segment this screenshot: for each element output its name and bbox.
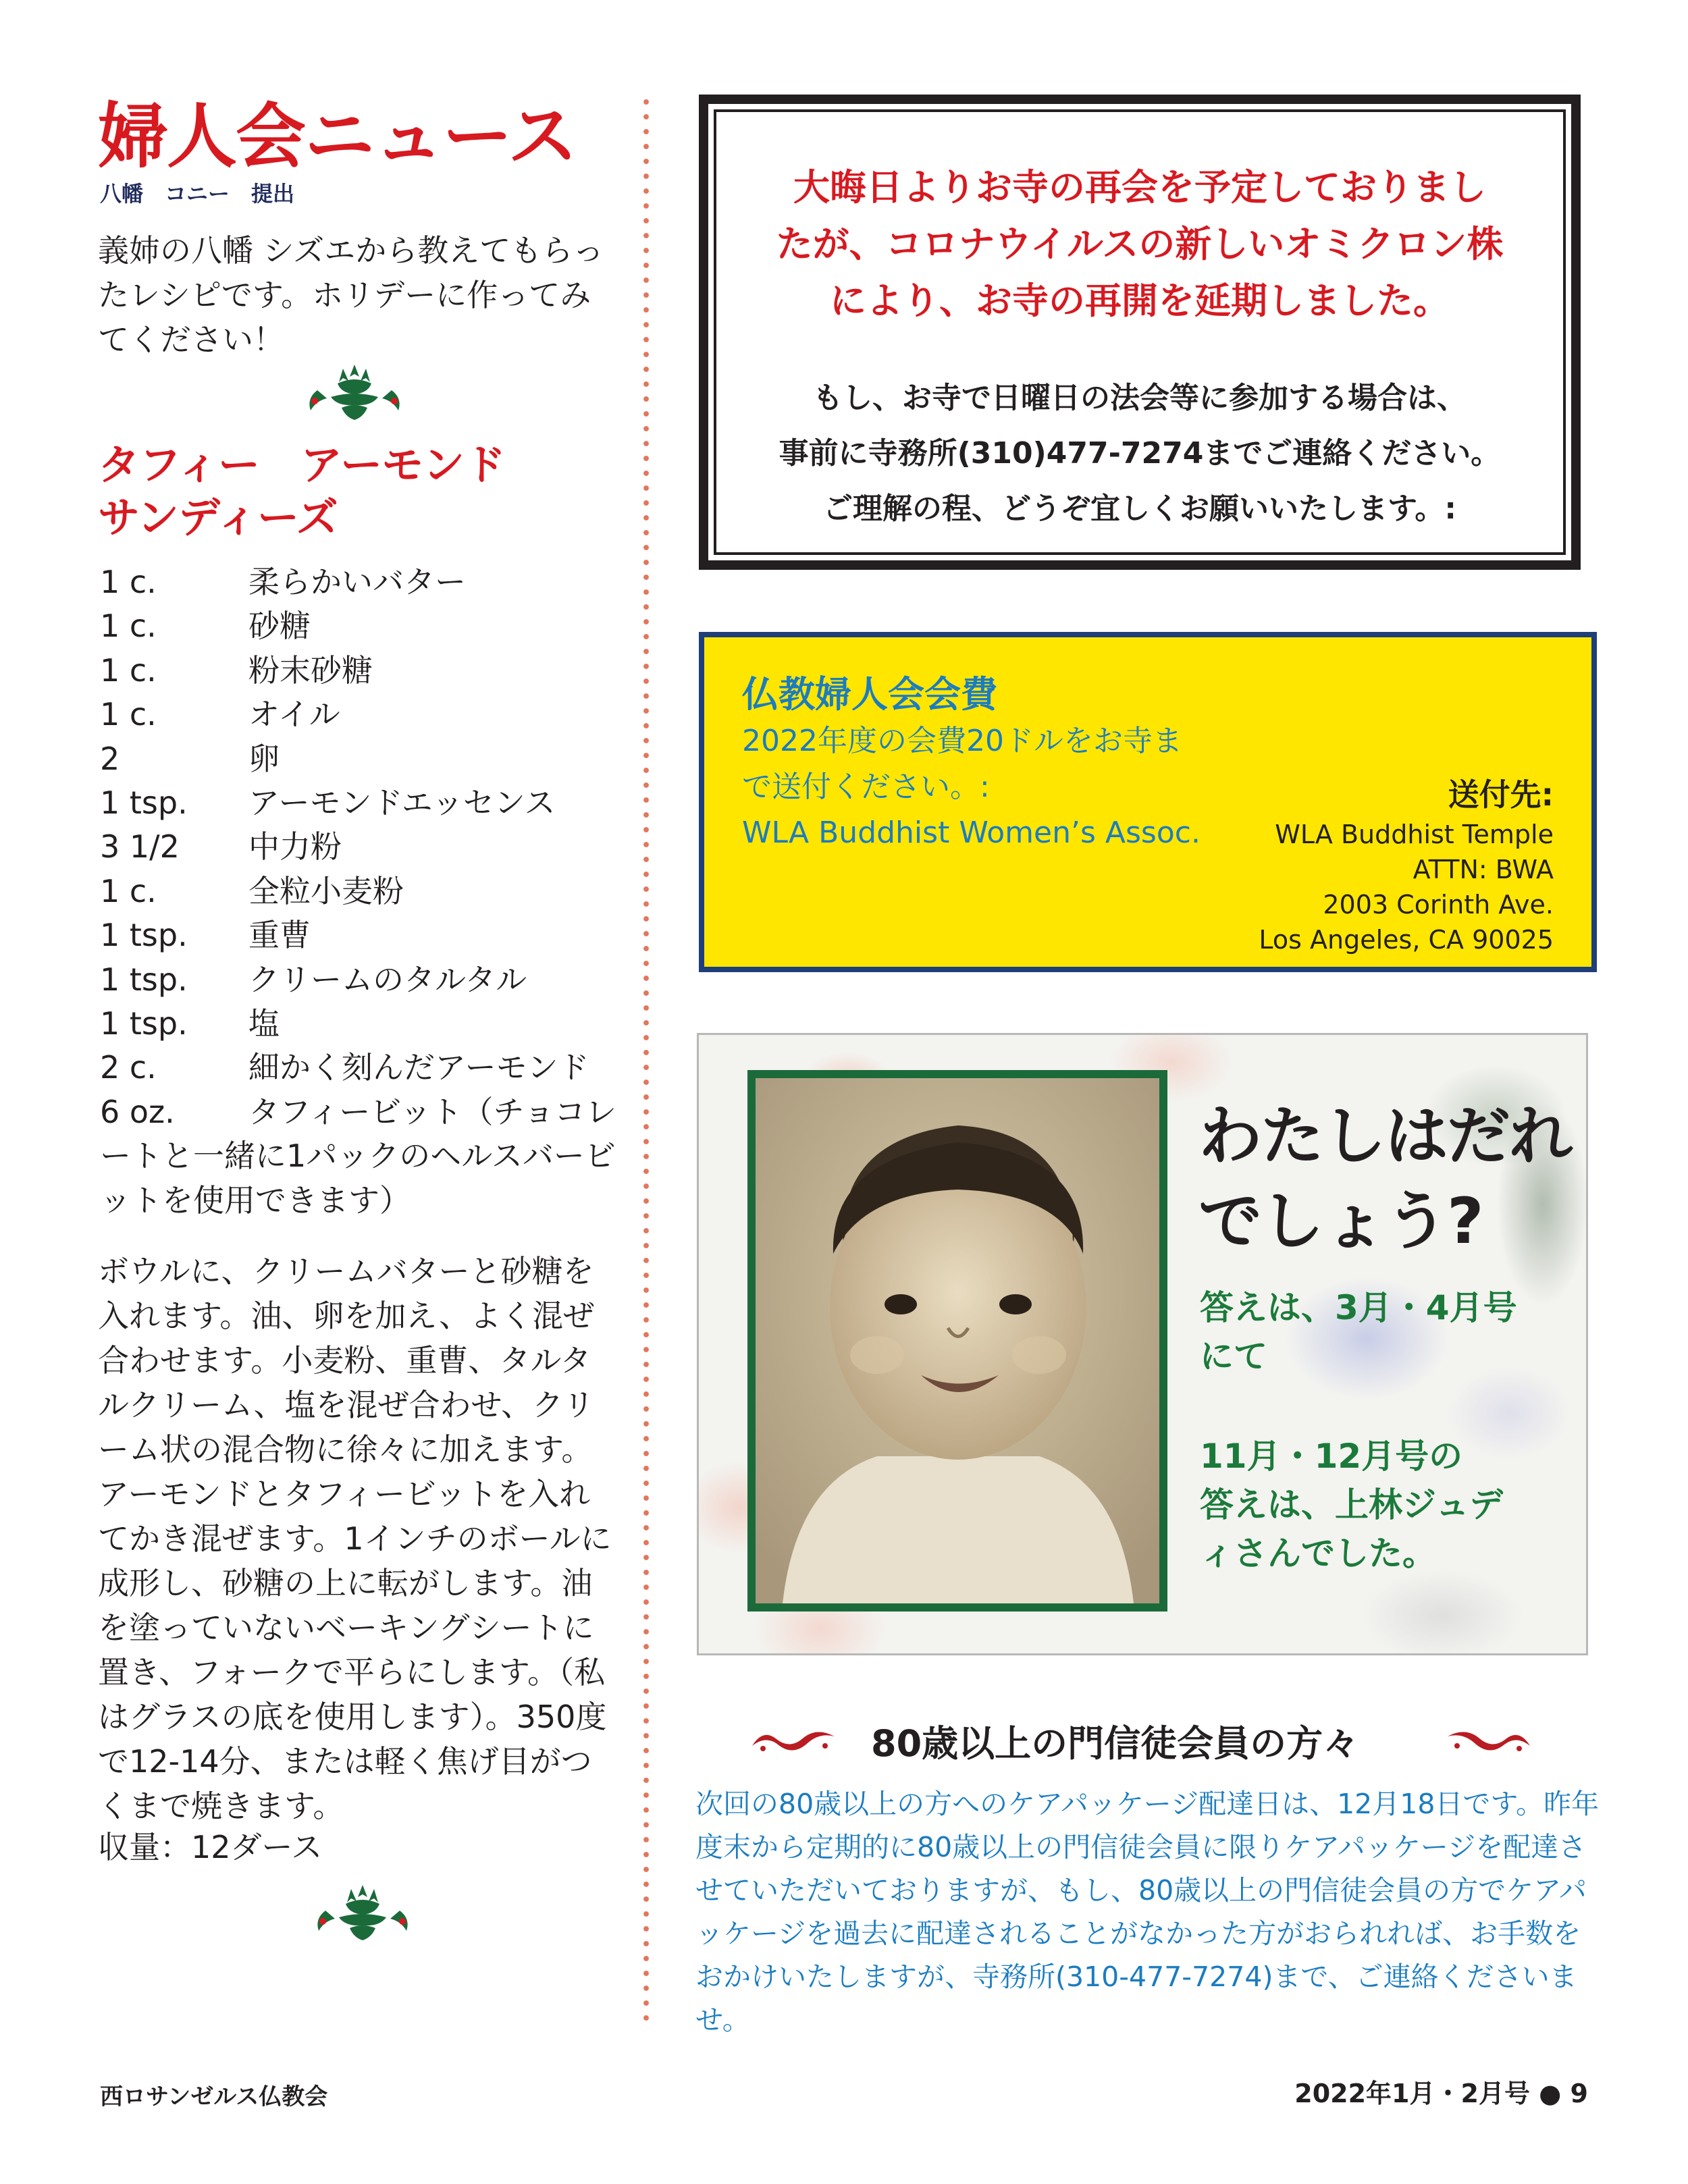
answer-line: にて [1200,1337,1267,1376]
previous-answer-line: 11月・12月号の [1200,1437,1463,1476]
recipe-title-line: タフィー アーモンド [98,440,506,489]
address-line: ATTN: BWA [1413,855,1554,884]
ingredient-name: 粉末砂糖 [248,651,373,689]
ingredient-name: 中力粉 [248,828,342,865]
ingredient-qty: 1 c. [100,651,157,689]
ingredient-name: タフィービット（チョコレートと一緒に1パックのヘルスバービットを使用できます） [100,1093,617,1219]
ingredient-name: クリームのタルタル [248,961,527,998]
dues-body-line: WLA Buddhist Women’s Assoc. [742,816,1201,850]
ingredient-list [100,560,640,1223]
ingredient-row [100,693,640,737]
recipe-title-line: サンディーズ [98,493,338,542]
red-swirl-icon [1445,1726,1533,1755]
baby-photo-frame [747,1070,1167,1612]
dotted-divider [643,95,650,2025]
article-intro: 義姉の八幡 シズエから教えてもらったレシピです。ホリデーに作ってみてください！ [98,232,604,358]
answer-note [1200,1283,1564,1381]
page-title: 婦人会ニュース [98,95,577,178]
elders-section-title: 80歳以上の門信徒会員の方々 [871,1722,1360,1765]
notice-black-line: ご理解の程、どうぞ宜しくお願いいたします。: [822,491,1457,526]
notice-black-line: もし、お寺で日曜日の法会等に参加する場合は、 [813,381,1467,415]
ingredient-row [100,781,640,825]
notice-red-line: により、お寺の再開を延期しました。 [830,279,1450,322]
ingredient-name: 塩 [248,1005,280,1042]
ingredient-name: アーモンドエッセンス [248,784,556,822]
dues-box [699,632,1597,972]
ingredient-name: 重曹 [248,917,311,954]
ingredient-row [100,870,640,913]
ingredient-row [100,560,640,604]
who-am-i-title [1198,1094,1577,1264]
previous-answer-line: ィさんでした。 [1200,1534,1436,1573]
notice-box [699,95,1581,570]
ingredient-row [100,1002,640,1046]
previous-answer [1200,1432,1564,1578]
notice-red-line: たが、コロナウイルスの新しいオミクロン株 [776,223,1504,265]
ingredient-qty: 1 c. [100,608,157,645]
ingredient-qty: 1 c. [100,564,157,600]
footer-organization: 西ロサンゼルス仏教会 [100,2083,328,2110]
ingredient-qty: 1 tsp. [100,961,188,998]
address-line: 2003 Corinth Ave. [1323,890,1554,920]
ingredient-row [100,913,640,957]
ingredient-qty: 2 c. [100,1049,157,1086]
ingredient-qty: 6 oz. [100,1093,175,1130]
address-line: Los Angeles, CA 90025 [1259,925,1554,955]
dues-body-line: で送付ください。: [742,770,990,804]
ingredient-qty: 1 c. [100,872,157,909]
send-to-label: 送付先: [1448,776,1554,813]
ingredient-row [100,1046,640,1090]
ingredient-row [100,825,640,869]
ingredient-name: 全粒小麦粉 [248,872,404,909]
ingredient-qty: 1 tsp. [100,1005,188,1042]
previous-answer-line: 答えは、上林ジュデ [1200,1485,1503,1524]
footer-issue-page: 2022年1月・2月号 ● 9 [1294,2079,1588,2108]
ingredient-name: 細かく刻んだアーモンド [248,1049,589,1086]
answer-line: 答えは、3月・4月号 [1200,1288,1517,1327]
baby-photo [756,1078,1159,1603]
lotus-ornament-icon [312,1884,413,1946]
red-swirl-icon [749,1726,837,1755]
elders-section-body: 次回の80歳以上の方へのケアパッケージ配達日は、12月18日です。昨年度末から定期的に80歳以上の門信徒会員に限りケアパッケージを配達させていただいておりますが、もし、80歳以上の門信徒会員の方でケアパッケージを過去に配達されることがなかった方がおられれば、お手数をおかけいたしますが、寺務所(310-477-7274)まで、ご連絡くださいませ。 [695,1788,1600,2036]
lotus-ornament-icon [304,363,405,425]
ingredient-qty: 1 tsp. [100,784,188,822]
ingredient-qty: 1 tsp. [100,917,188,954]
ingredient-qty: 3 1/2 [100,828,180,865]
who-title-line: でしょう? [1198,1185,1483,1258]
ingredient-name: オイル [248,696,340,733]
ingredient-name: 砂糖 [248,608,311,645]
mailing-address [1259,772,1554,957]
who-am-i-box [697,1033,1588,1655]
dues-title: 仏教婦人会会費 [742,673,997,716]
notice-announcement [716,159,1563,329]
ingredient-qty: 2 [100,740,120,777]
notice-black-line: 事前に寺務所(310)477-7274までご連絡ください。 [779,436,1501,471]
ingredient-name: 卵 [248,740,280,777]
who-title-line: わたしはだれ [1198,1100,1572,1173]
ingredient-name: 柔らかいバター [248,564,466,600]
dues-body [742,718,1255,856]
recipe-title [98,439,571,544]
notice-red-line: 大晦日よりお寺の再会を予定しておりまし [793,166,1486,209]
ingredient-qty: 1 c. [100,696,157,733]
ingredient-row [100,604,640,648]
ingredient-row [100,1090,640,1223]
recipe-steps: ボウルに、クリームバターと砂糖を入れます。油、卵を加え、よく混ぜ合わせます。小麦粉、重曹、タルタルクリーム、塩を混ぜ合わせ、クリーム状の混合物に徐々に加えます。アーモンドとタフィービットを入れてかき混ぜます。1インチのボールに成形し、砂糖の上に転がします。油を塗っていないベーキングシートに置き、フォークで平らにします。（私はグラスの底を使用します）。350度で12-14分、または軽く焦げ目がつくまで焼きます。 [98,1253,612,1824]
dues-body-line: 2022年度の会費20ドルをお寺ま [742,724,1182,758]
ingredient-row [100,649,640,693]
notice-inner-border [714,109,1566,555]
ingredient-row [100,958,640,1002]
recipe-yield: 収量：12ダース [98,1829,323,1865]
address-line: WLA Buddhist Temple [1275,820,1554,849]
ingredient-row [100,737,640,781]
byline: 八幡 コニー 提出 [100,181,295,207]
notice-contact [716,371,1563,537]
